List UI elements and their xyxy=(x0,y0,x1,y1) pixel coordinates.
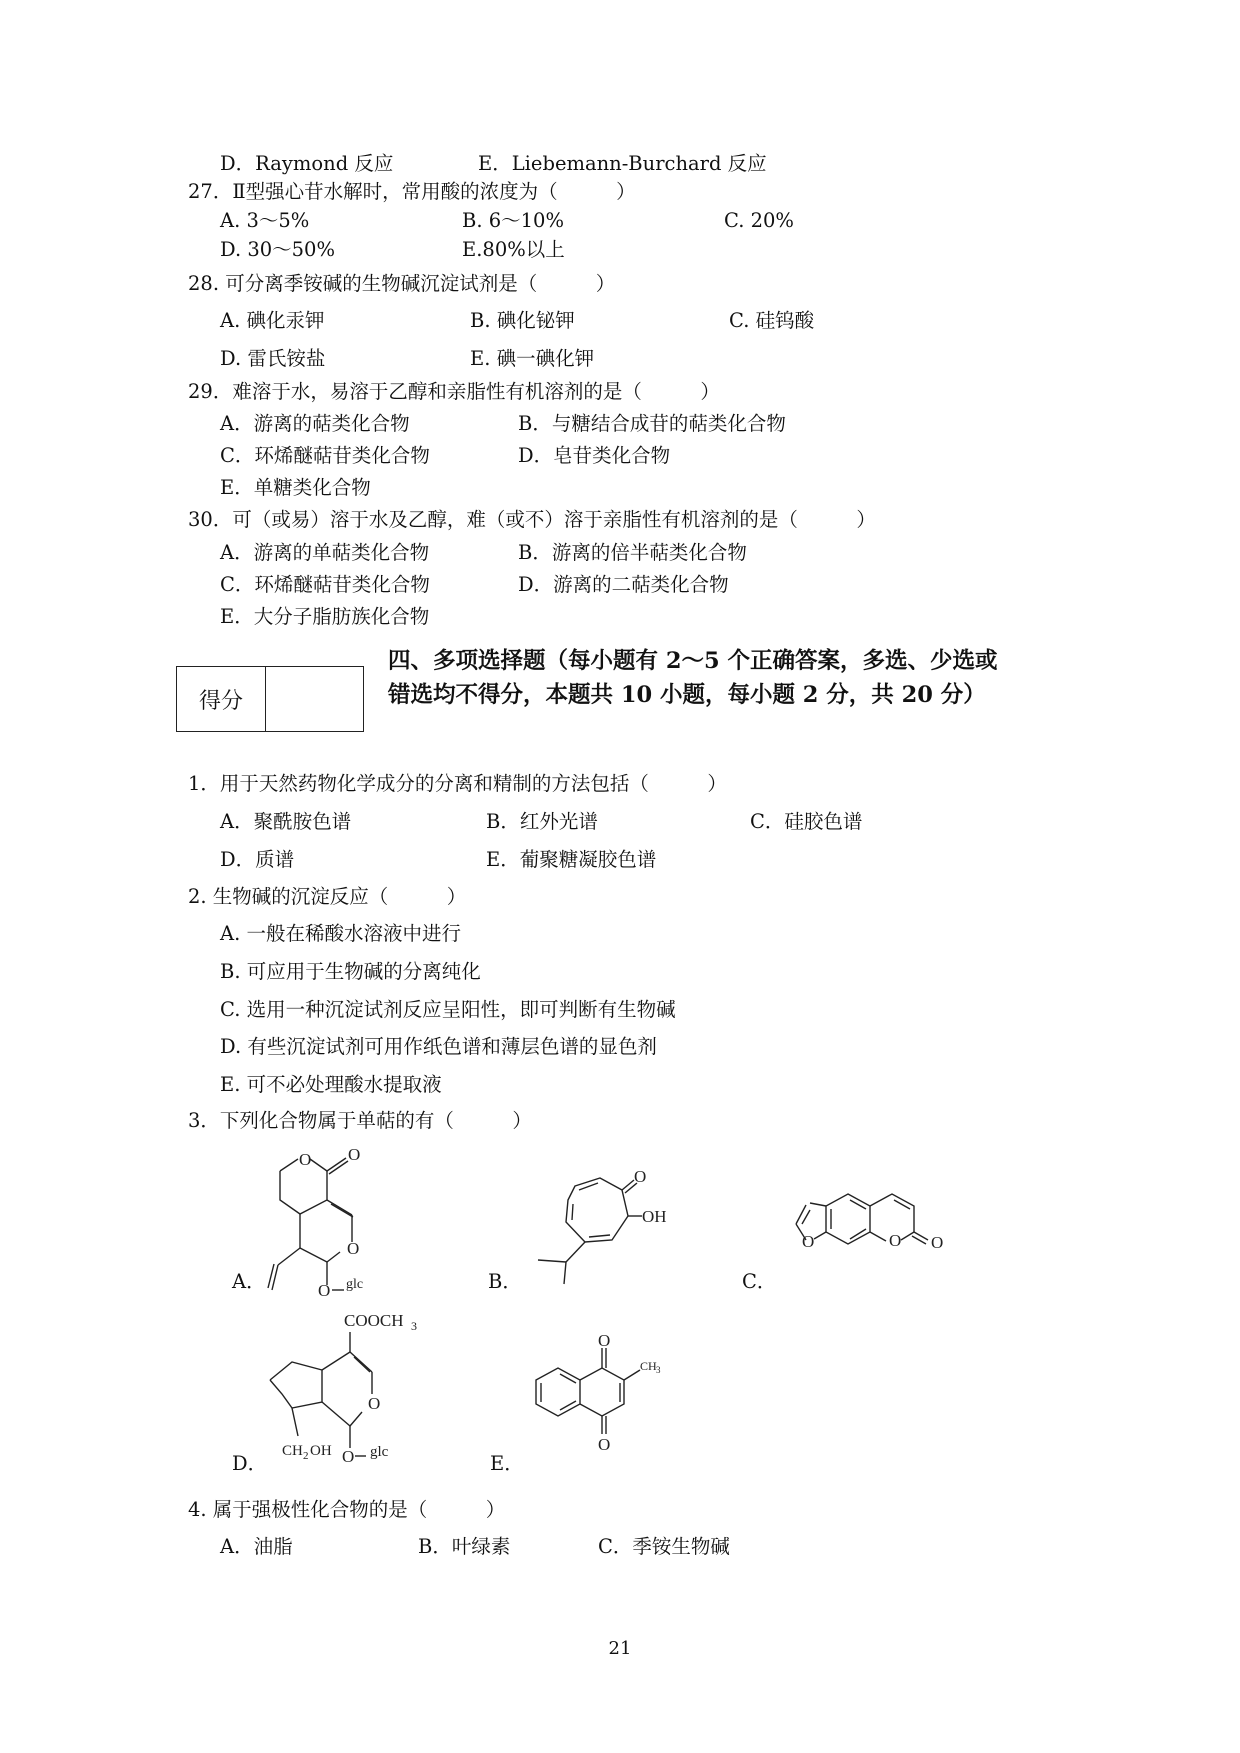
svg-text:O: O xyxy=(889,1231,902,1250)
mq2-option-e: E. 可不必处理酸水提取液 xyxy=(220,1073,442,1096)
mq3-option-e: E． xyxy=(490,1452,524,1475)
structure-c-furocoumarin xyxy=(788,1176,948,1286)
q30-option-e: E．大分子脂肪族化合物 xyxy=(220,605,430,628)
mq2-option-a: A. 一般在稀酸水溶液中进行 xyxy=(220,922,461,945)
svg-text:O: O xyxy=(634,1167,647,1186)
q27-option-e: E.80%以上 xyxy=(462,238,565,261)
mq4-option-b: B．叶绿素 xyxy=(418,1535,511,1558)
score-label: 得分 xyxy=(177,667,266,731)
svg-text:glc: glc xyxy=(346,1277,364,1292)
mq1-option-d: D．质谱 xyxy=(220,848,295,871)
mq1-option-c: C．硅胶色谱 xyxy=(750,810,863,833)
q28-option-a: A. 碘化汞钾 xyxy=(220,309,325,332)
structure-a-iridoid-lactone xyxy=(260,1138,410,1300)
q30-option-c: C．环烯醚萜苷类化合物 xyxy=(220,573,430,596)
q27-option-b: B. 6～10% xyxy=(462,209,564,232)
mq2-option-b: B. 可应用于生物碱的分离纯化 xyxy=(220,960,481,983)
structure-b-tropolone xyxy=(530,1167,680,1290)
q30-option-b: B．游离的倍半萜类化合物 xyxy=(518,541,747,564)
mq2-option-d: D. 有些沉淀试剂可用作纸色谱和薄层色谱的显色剂 xyxy=(220,1035,657,1058)
mq2-stem: 2. 生物碱的沉淀反应（ ） xyxy=(188,885,467,908)
q26-option-e: E．Liebemann-Burchard 反应 xyxy=(478,152,767,175)
structure-d-iridoid-ester xyxy=(262,1312,422,1470)
mq1-option-b: B．红外光谱 xyxy=(486,810,598,833)
q29-option-a: A．游离的萜类化合物 xyxy=(220,412,410,435)
q30-stem: 30．可（或易）溶于水及乙醇，难（或不）溶于亲脂性有机溶剂的是（ ） xyxy=(188,508,876,531)
svg-text:O: O xyxy=(299,1150,312,1169)
q29-stem: 29．难溶于水，易溶于乙醇和亲脂性有机溶剂的是（ ） xyxy=(188,380,720,403)
q27-option-a: A. 3～5% xyxy=(220,209,310,232)
mq1-stem: 1．用于天然药物化学成分的分离和精制的方法包括（ ） xyxy=(188,772,727,795)
svg-text:O: O xyxy=(598,1435,611,1454)
mq4-option-a: A．油脂 xyxy=(220,1535,293,1558)
svg-text:OH: OH xyxy=(310,1443,332,1459)
mq2-option-c: C. 选用一种沉淀试剂反应呈阳性，即可判断有生物碱 xyxy=(220,998,676,1021)
svg-text:O: O xyxy=(802,1232,815,1251)
q28-option-b: B. 碘化铋钾 xyxy=(470,309,575,332)
svg-text:glc: glc xyxy=(370,1444,389,1460)
svg-text:3: 3 xyxy=(656,1365,661,1375)
q29-option-b: B．与糖结合成苷的萜类化合物 xyxy=(518,412,786,435)
svg-text:O: O xyxy=(342,1447,355,1466)
q28-option-d: D. 雷氏铵盐 xyxy=(220,347,326,370)
svg-text:O: O xyxy=(368,1394,381,1413)
mq3-stem: 3．下列化合物属于单萜的有（ ） xyxy=(188,1109,532,1132)
svg-text:COOCH: COOCH xyxy=(344,1311,404,1330)
mq4-option-c: C．季铵生物碱 xyxy=(598,1535,730,1558)
svg-text:OH: OH xyxy=(642,1207,667,1226)
svg-text:CH: CH xyxy=(282,1443,303,1459)
svg-text:O: O xyxy=(347,1239,360,1258)
q28-option-c: C. 硅钨酸 xyxy=(729,309,815,332)
mq3-option-b: B． xyxy=(488,1270,522,1293)
mq3-option-a: A． xyxy=(232,1270,266,1293)
section-title-line2: 错选均不得分，本题共 10 小题，每小题 2 分，共 20 分） xyxy=(388,682,986,708)
mq3-option-c: C． xyxy=(742,1270,777,1293)
score-box xyxy=(176,666,364,732)
section-title-line1: 四、多项选择题（每小题有 2～5 个正确答案，多选、少选或 xyxy=(388,648,998,674)
q27-option-c: C. 20% xyxy=(724,209,794,232)
q27-option-d: D. 30～50% xyxy=(220,238,335,261)
q29-option-c: C．环烯醚萜苷类化合物 xyxy=(220,444,430,467)
structure-e-naphthoquinone xyxy=(528,1331,688,1454)
svg-text:O: O xyxy=(931,1233,944,1252)
q28-stem: 28. 可分离季铵碱的生物碱沉淀试剂是（ ） xyxy=(188,272,616,295)
q29-option-d: D．皂苷类化合物 xyxy=(518,444,671,467)
svg-text:O: O xyxy=(318,1281,331,1300)
svg-text:O: O xyxy=(598,1331,611,1350)
q28-option-e: E. 碘一碘化钾 xyxy=(470,347,595,370)
page-number: 21 xyxy=(608,1638,632,1659)
q30-option-d: D．游离的二萜类化合物 xyxy=(518,573,729,596)
svg-text:2: 2 xyxy=(303,1450,309,1462)
mq3-option-d: D． xyxy=(232,1452,268,1475)
q27-stem: 27．Ⅱ型强心苷水解时，常用酸的浓度为（ ） xyxy=(188,180,636,203)
mq1-option-a: A．聚酰胺色谱 xyxy=(220,810,352,833)
q26-option-d: D．Raymond 反应 xyxy=(220,152,394,175)
mq1-option-e: E．葡聚糖凝胶色谱 xyxy=(486,848,657,871)
svg-text:CH: CH xyxy=(640,1359,657,1373)
section-heading xyxy=(388,644,1078,712)
svg-text:3: 3 xyxy=(411,1319,417,1333)
svg-text:O: O xyxy=(348,1145,361,1164)
q29-option-e: E．单糖类化合物 xyxy=(220,476,371,499)
q30-option-a: A．游离的单萜类化合物 xyxy=(220,541,430,564)
score-value-cell xyxy=(266,667,363,731)
mq4-stem: 4. 属于强极性化合物的是（ ） xyxy=(188,1498,506,1521)
